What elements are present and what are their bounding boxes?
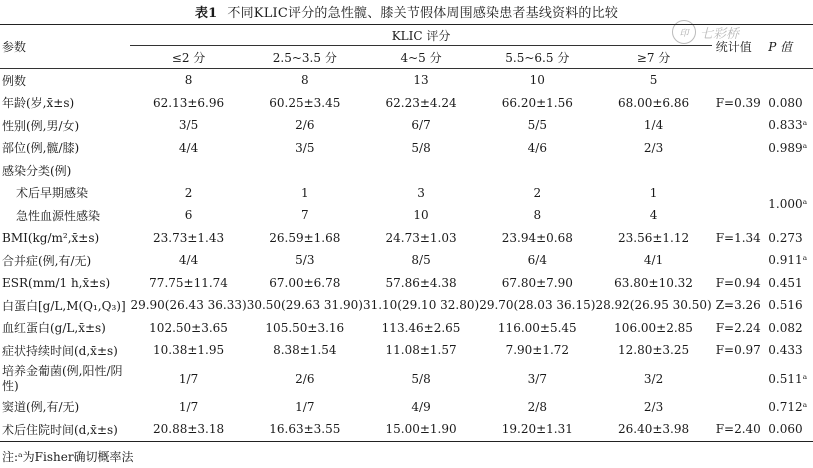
table-row [0,339,813,362]
cell: 7 [300,208,309,223]
p-cell: 0.080 [768,95,803,110]
table-row [0,204,813,227]
table-row [0,317,813,340]
header-group-col: 2.5~3.5 分 [272,50,337,65]
table-row [0,227,813,250]
seal-icon: 印 [672,20,696,44]
p-cell: 0.833ᵃ [768,118,808,133]
table-row [0,294,813,317]
cell: 62.23±4.24 [385,95,457,110]
cell: 77.75±11.74 [149,275,228,290]
row-label: 例数 [2,73,27,88]
baseline-table [0,24,813,442]
header-group-col: ≤2 分 [171,50,206,65]
stat-cell: F=0.94 [715,275,761,290]
table-row [0,396,813,419]
row-label: 感染分类(例) [2,163,72,178]
cell: 5/5 [527,118,547,133]
cell: 23.56±1.12 [617,230,690,245]
cell: 6 [184,208,193,223]
cell: 8 [300,73,309,88]
cell: 3 [417,185,425,200]
cell: 3/5 [178,118,199,133]
cell: 66.20±1.56 [501,95,573,110]
cell: 23.73±1.43 [152,230,225,245]
cell: 16.63±3.55 [269,422,341,437]
cell: 20.88±3.18 [152,422,225,437]
p-cell: 0.911ᵃ [768,253,808,268]
cell: 60.25±3.45 [269,95,341,110]
row-label: 白蛋白[g/L,M(Q₁,Q₃)] [2,298,126,313]
cell: 30.50(29.63 31.90) [246,298,363,313]
cell: 19.20±1.31 [501,422,573,437]
cell: 57.86±4.38 [385,275,457,290]
row-label: 部位(例,髋/膝) [2,141,80,156]
p-cell [762,159,813,182]
cell: 4/6 [527,140,547,155]
p-cell: 0.451 [768,275,803,290]
cell: 1/7 [178,399,199,414]
cell: 113.46±2.65 [381,320,461,335]
row-label: 窦道(例,有/无) [2,400,80,415]
cell: 10.38±1.95 [152,343,225,358]
cell: 11.08±1.57 [385,343,457,358]
cell: 8 [533,208,542,223]
cell: 4/9 [411,399,431,414]
cell: 2/8 [527,399,547,414]
row-label: 年龄(岁,x̄±s) [2,96,75,111]
p-cell: 0.989ᵃ [768,140,808,155]
table-row [0,69,813,92]
cell: 1 [300,185,309,200]
cell: 4/1 [643,253,664,268]
cell: 6/7 [411,118,431,133]
cell: 28.92(26.95 30.50) [595,298,712,313]
stat-cell: F=0.97 [715,343,761,358]
p-cell: 0.060 [768,422,803,437]
header-group: KLIC 评分 [130,25,711,46]
cell: 12.80±3.25 [617,343,690,358]
cell: 8 [184,73,193,88]
cell: 63.80±10.32 [614,275,693,290]
table-row [0,92,813,115]
header-param: 参数 [0,25,130,69]
cell: 1/7 [295,399,315,414]
cell: 10 [529,73,545,88]
cell: 26.59±1.68 [269,230,341,245]
stat-cell: F=2.24 [715,320,761,335]
row-label: ESR(mm/1 h,x̄±s) [2,275,111,290]
p-cell-merged: 1.000ᵃ [768,197,808,211]
cell: 1/7 [178,371,199,386]
cell: 31.10(29.10 32.80) [362,298,480,313]
row-label: BMI(kg/m²,x̄±s) [2,230,100,245]
cell: 10 [413,208,429,223]
stat-cell [712,396,763,419]
cell: 29.70(28.03 36.15) [479,298,596,313]
cell: 5/8 [411,140,431,155]
cell: 29.90(26.43 36.33) [130,298,247,313]
cell: 5/3 [295,253,315,268]
stat-cell [712,249,763,272]
cell: 3/5 [295,140,315,155]
cell: 26.40±3.98 [617,422,690,437]
cell: 8/5 [411,253,431,268]
cell: 4 [649,208,658,223]
table-row [0,114,813,137]
cell: 1 [649,185,658,200]
p-cell: 0.273 [768,230,803,245]
cell: 24.73±1.03 [385,230,457,245]
p-cell: 0.712ᵃ [768,399,808,414]
cell: 67.80±7.90 [501,275,573,290]
cell [363,159,479,182]
row-label: 血红蛋白(g/L,x̄±s) [2,321,106,336]
cell: 105.50±3.16 [265,320,345,335]
stat-cell: F=1.34 [715,230,761,245]
row-label: 培养金葡菌(例,阳性/阴性) [2,363,123,393]
p-cell [762,69,813,92]
p-cell: 0.516 [768,298,803,313]
stat-cell [712,137,763,160]
header-p: P 值 [762,25,813,69]
cell: 116.00±5.45 [497,320,577,335]
cell: 3/7 [527,371,547,386]
cell: 8.38±1.54 [273,343,337,358]
header-stat: 统计值 [712,25,763,69]
stat-cell: F=0.39 [715,95,761,110]
cell: 62.13±6.96 [152,95,225,110]
stat-cell: F=2.40 [715,422,761,437]
table-row [0,362,813,396]
stat-cell: Z=3.26 [715,298,761,313]
table-row [0,137,813,160]
cell: 106.00±2.85 [614,320,693,335]
row-label: 术后早期感染 [16,186,89,201]
cell: 13 [413,73,429,88]
row-label: 合并症(例,有/无) [2,253,92,268]
row-label: 性别(例,男/女) [2,118,80,133]
cell: 3/2 [643,371,664,386]
cell: 2 [184,185,193,200]
stat-cell [712,362,763,396]
watermark-text: 七彩桥 [700,26,740,42]
table-row [0,418,813,441]
cell: 6/4 [527,253,547,268]
table-row [0,182,813,205]
stat-cell [712,114,763,137]
cell: 2/6 [295,371,315,386]
p-cell: 0.433 [768,343,803,358]
header-group-col: 4~5 分 [400,50,442,65]
cell [479,159,595,182]
stat-cell [712,182,763,227]
p-cell: 0.082 [768,320,803,335]
cell: 4/4 [178,253,199,268]
cell: 5/8 [411,371,431,386]
p-cell: 0.511ᵃ [768,371,808,386]
cell [130,159,246,182]
cell: 2/6 [295,118,315,133]
table-row [0,249,813,272]
cell: 4/4 [178,140,199,155]
cell: 23.94±0.68 [501,230,573,245]
cell: 102.50±3.65 [149,320,228,335]
table-row [0,159,813,182]
row-label: 急性血源性感染 [16,208,101,223]
cell: 2/3 [643,399,664,414]
row-label: 症状持续时间(d,x̄±s) [2,343,118,358]
cell: 7.90±1.72 [505,343,570,358]
cell: 68.00±6.86 [617,95,690,110]
cell: 1/4 [643,118,664,133]
table-row [0,272,813,295]
cell: 5 [649,73,658,88]
cell: 67.00±6.78 [269,275,341,290]
cell: 2/3 [643,140,664,155]
table-footnote: 注:ᵃ为Fisher确切概率法 [2,450,134,464]
row-label: 术后住院时间(d,x̄±s) [2,422,118,437]
cell: 15.00±1.90 [385,422,457,437]
cell [595,159,711,182]
header-group-col: ≥7 分 [636,50,671,65]
stat-cell [712,159,763,182]
cell: 2 [533,185,542,200]
stat-cell [712,69,763,92]
table-number: 表1 [194,6,218,21]
table-caption: 不同KLIC评分的急性髋、膝关节假体周围感染患者基线资料的比较 [227,6,619,21]
cell [247,159,363,182]
header-group-col: 5.5~6.5 分 [505,50,570,65]
